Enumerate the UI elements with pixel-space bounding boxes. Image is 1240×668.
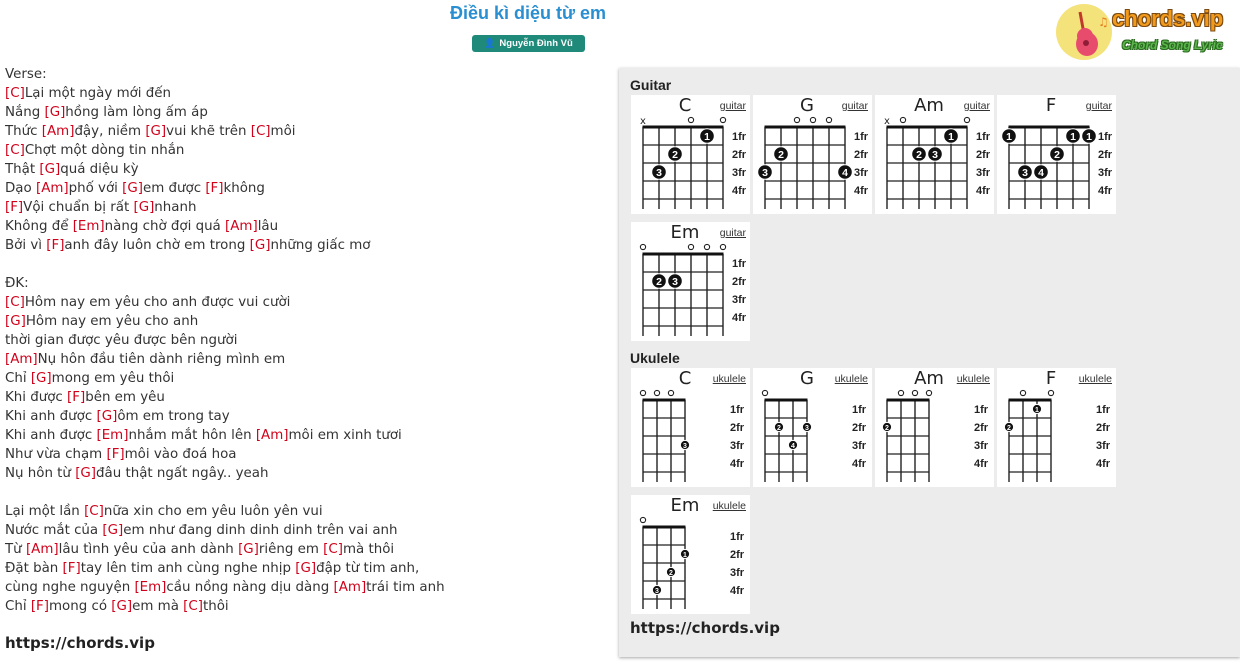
chord-marker[interactable]: [G] bbox=[122, 181, 143, 196]
svg-text:2: 2 bbox=[916, 149, 922, 161]
chord-marker[interactable]: [Am] bbox=[333, 580, 367, 595]
lyric-text: đập từ tim anh, bbox=[316, 561, 420, 576]
lyric-line bbox=[5, 464, 605, 483]
lyric-text: Thức bbox=[5, 124, 42, 139]
logo-brand: chords.vip bbox=[1112, 6, 1224, 31]
chord-name: F bbox=[1045, 368, 1057, 389]
lyric-text: đâu thật ngất ngây.. yeah bbox=[96, 466, 269, 481]
artist-name: Nguyễn Đình Vũ bbox=[499, 38, 573, 49]
open-string-marker bbox=[900, 117, 905, 122]
finger-dot bbox=[652, 165, 667, 180]
lyric-line bbox=[5, 293, 605, 312]
lyric-text: hồng làm lòng ấm áp bbox=[65, 105, 208, 120]
chord-marker[interactable]: [G] bbox=[295, 561, 317, 576]
lyric-text: em được bbox=[142, 181, 206, 196]
lyric-text: Khi anh được bbox=[5, 409, 97, 424]
chord-diagram bbox=[753, 95, 872, 214]
lyric-text: Hôm nay em yêu cho anh được vui cười bbox=[24, 295, 291, 310]
lyric-text: Như vừa chạm bbox=[5, 447, 107, 462]
guitar-chord-c[interactable] bbox=[631, 95, 750, 214]
fret-label: 2fr bbox=[732, 276, 747, 288]
chord-marker[interactable]: [G] bbox=[133, 200, 155, 215]
svg-text:3: 3 bbox=[683, 443, 687, 450]
lyric-blank-line bbox=[5, 255, 605, 274]
chord-marker[interactable]: [Am] bbox=[5, 352, 38, 367]
lyric-line bbox=[5, 331, 605, 350]
fret-label: 2fr bbox=[732, 149, 747, 161]
chord-marker[interactable]: [Am] bbox=[255, 428, 289, 443]
chord-diagram bbox=[631, 495, 750, 614]
lyric-line bbox=[5, 84, 605, 103]
svg-text:3: 3 bbox=[805, 425, 809, 432]
open-string-marker bbox=[668, 390, 673, 395]
chord-marker[interactable]: [C] bbox=[5, 86, 25, 101]
lyric-line bbox=[5, 521, 605, 540]
open-string-marker bbox=[794, 117, 799, 122]
chord-marker[interactable]: [F] bbox=[5, 200, 24, 215]
artist-badge[interactable] bbox=[472, 35, 585, 52]
fret-label: 3fr bbox=[1096, 440, 1111, 452]
fret-label: 4fr bbox=[1098, 185, 1113, 197]
chord-marker[interactable]: [G] bbox=[249, 238, 271, 253]
lyric-text: mong em yêu thôi bbox=[51, 371, 175, 386]
chord-instrument-link[interactable]: guitar bbox=[719, 227, 746, 239]
lyric-text: Dạo bbox=[5, 181, 36, 196]
svg-text:2: 2 bbox=[669, 570, 673, 577]
lyric-text: thời gian được yêu được bên người bbox=[5, 333, 238, 348]
chord-marker[interactable]: [F] bbox=[205, 181, 224, 196]
lyric-text: anh đây luôn chờ em trong bbox=[64, 238, 250, 253]
lyric-text: quá diệu kỳ bbox=[60, 162, 139, 177]
fret-label: 3fr bbox=[852, 440, 867, 452]
finger-dot bbox=[700, 129, 715, 144]
guitar-chord-f[interactable] bbox=[997, 95, 1116, 214]
fret-label: 1fr bbox=[730, 404, 745, 416]
finger-dot bbox=[680, 549, 689, 559]
lyric-blank-line bbox=[5, 483, 605, 502]
finger-dot bbox=[774, 422, 783, 432]
finger-dot bbox=[788, 440, 797, 450]
finger-dot bbox=[1004, 422, 1013, 432]
open-string-marker bbox=[1020, 390, 1025, 395]
svg-text:♫: ♫ bbox=[1098, 15, 1109, 29]
lyric-line bbox=[5, 141, 605, 160]
fret-label: 1fr bbox=[732, 131, 747, 143]
lyric-text: nữa xin cho em yêu luôn yên vui bbox=[103, 504, 323, 519]
chord-marker[interactable]: [Am] bbox=[41, 124, 75, 139]
fret-label: 1fr bbox=[854, 131, 869, 143]
lyric-text: cùng nghe nguyện bbox=[5, 580, 135, 595]
lyric-text: Bởi vì bbox=[5, 238, 47, 253]
lyric-text: Thật bbox=[5, 162, 40, 177]
open-string-marker bbox=[826, 117, 831, 122]
finger-dot bbox=[666, 567, 675, 577]
open-string-marker bbox=[688, 244, 693, 249]
fret-label: 4fr bbox=[974, 458, 989, 470]
chord-instrument-link[interactable]: guitar bbox=[963, 100, 990, 112]
lyric-line bbox=[5, 559, 605, 578]
fret-label: 2fr bbox=[852, 422, 867, 434]
lyric-line bbox=[5, 540, 605, 559]
logo-tagline: Chord Song Lyric bbox=[1122, 38, 1223, 52]
fret-label: 3fr bbox=[854, 167, 869, 179]
fret-label: 4fr bbox=[730, 458, 745, 470]
chord-name: Em bbox=[670, 222, 700, 243]
chord-marker[interactable]: [F] bbox=[30, 599, 49, 614]
fret-label: 3fr bbox=[732, 294, 747, 306]
open-string-marker bbox=[654, 390, 659, 395]
lyric-text: vui khẽ trên bbox=[166, 124, 251, 139]
chord-marker[interactable]: [G] bbox=[75, 466, 97, 481]
finger-dot bbox=[1082, 129, 1097, 144]
lyric-line bbox=[5, 597, 605, 616]
chord-marker[interactable]: [G] bbox=[5, 314, 26, 329]
finger-dot bbox=[1066, 129, 1081, 144]
ukulele-chord-am[interactable] bbox=[875, 368, 994, 487]
open-string-marker bbox=[720, 244, 725, 249]
open-string-marker bbox=[762, 390, 767, 395]
chord-marker[interactable]: [G] bbox=[30, 371, 52, 386]
open-string-marker bbox=[640, 390, 645, 395]
lyric-text: trái tim anh bbox=[366, 580, 445, 595]
chord-marker[interactable]: [C] bbox=[250, 124, 271, 139]
svg-text:2: 2 bbox=[777, 425, 781, 432]
lyric-text: Nụ hôn từ bbox=[5, 466, 76, 481]
lyric-line bbox=[5, 502, 605, 521]
chord-marker[interactable]: [Em] bbox=[72, 219, 105, 234]
open-string-marker bbox=[898, 390, 903, 395]
guitar-chord-g[interactable] bbox=[753, 95, 872, 214]
chord-marker[interactable]: [G] bbox=[96, 409, 118, 424]
finger-dot bbox=[680, 440, 689, 450]
lyric-text: lâu bbox=[257, 219, 279, 234]
lyric-text: ôm em trong tay bbox=[117, 409, 230, 424]
finger-dot bbox=[838, 165, 853, 180]
lyric-text: đậy, niềm bbox=[74, 124, 146, 139]
lyric-line bbox=[5, 312, 605, 331]
lyric-text: Đặt bàn bbox=[5, 561, 63, 576]
lyric-text: Khi anh được bbox=[5, 428, 97, 443]
lyric-line bbox=[5, 407, 605, 426]
chord-diagram bbox=[997, 95, 1116, 214]
svg-text:4: 4 bbox=[842, 167, 848, 179]
lyric-text: Chỉ bbox=[5, 599, 31, 614]
finger-dot bbox=[774, 147, 789, 162]
chord-diagram bbox=[875, 368, 994, 487]
lyric-text: Hôm nay em yêu cho anh bbox=[25, 314, 199, 329]
svg-text:2: 2 bbox=[656, 276, 662, 288]
guitar-chord-em[interactable] bbox=[631, 222, 750, 341]
lyric-text: nàng chờ đợi quá bbox=[104, 219, 226, 234]
finger-dot bbox=[758, 165, 773, 180]
lyric-text: mà thôi bbox=[342, 542, 395, 557]
lyric-line bbox=[5, 217, 605, 236]
lyric-line bbox=[5, 388, 605, 407]
chord-diagram bbox=[875, 95, 994, 214]
lyric-text: những giấc mơ bbox=[270, 238, 371, 253]
ukulele-heading: Ukulele bbox=[630, 350, 680, 366]
lyric-text: Verse: bbox=[5, 67, 47, 82]
fret-label: 3fr bbox=[1098, 167, 1113, 179]
finger-dot bbox=[668, 147, 683, 162]
finger-dot bbox=[882, 422, 891, 432]
fret-label: 2fr bbox=[1098, 149, 1113, 161]
fret-label: 4fr bbox=[852, 458, 867, 470]
chord-marker[interactable]: [C] bbox=[84, 504, 104, 519]
chord-marker[interactable]: [F] bbox=[106, 447, 125, 462]
chord-marker[interactable]: [G] bbox=[39, 162, 61, 177]
lyric-line bbox=[5, 198, 605, 217]
fret-label: 4fr bbox=[732, 185, 747, 197]
finger-dot bbox=[652, 274, 667, 289]
chord-marker[interactable]: [Am] bbox=[225, 219, 258, 234]
open-string-marker bbox=[1048, 390, 1053, 395]
lyric-text: môi em xinh tươi bbox=[288, 428, 402, 443]
chord-name: C bbox=[678, 95, 692, 116]
fret-label: 2fr bbox=[854, 149, 869, 161]
user-icon: 👤 bbox=[484, 38, 496, 48]
open-string-marker bbox=[810, 117, 815, 122]
chord-marker[interactable]: [Am] bbox=[35, 181, 69, 196]
svg-text:3: 3 bbox=[762, 167, 768, 179]
svg-text:4: 4 bbox=[791, 443, 795, 450]
lyric-line bbox=[5, 236, 605, 255]
panel-site-url[interactable]: https://chords.vip bbox=[630, 619, 780, 637]
fret-label: 1fr bbox=[1098, 131, 1113, 143]
chord-marker[interactable]: [C] bbox=[5, 295, 25, 310]
fret-label: 2fr bbox=[974, 422, 989, 434]
finger-dot bbox=[668, 274, 683, 289]
fret-label: 3fr bbox=[732, 167, 747, 179]
chord-instrument-link[interactable]: ukulele bbox=[712, 373, 746, 385]
open-string-marker bbox=[720, 117, 725, 122]
fret-label: 1fr bbox=[976, 131, 991, 143]
chord-panel bbox=[619, 68, 1240, 657]
chord-marker[interactable]: [G] bbox=[238, 542, 259, 557]
chord-diagram bbox=[631, 95, 750, 214]
lyric-line bbox=[5, 445, 605, 464]
chord-instrument-link[interactable]: ukulele bbox=[712, 500, 746, 512]
chord-name: Am bbox=[914, 368, 944, 389]
chord-diagram bbox=[631, 222, 750, 341]
svg-text:3: 3 bbox=[1022, 167, 1028, 179]
lyric-line bbox=[5, 369, 605, 388]
lyric-text: Nụ hôn đầu tiên dành riêng mình em bbox=[37, 352, 286, 367]
chord-instrument-link[interactable]: guitar bbox=[841, 100, 868, 112]
ukulele-chord-c[interactable] bbox=[631, 368, 750, 487]
lyric-text: Lại một lần bbox=[5, 504, 85, 519]
chord-name: Am bbox=[914, 95, 944, 116]
lyric-text: môi vào đoá hoa bbox=[124, 447, 237, 462]
site-logo[interactable] bbox=[1050, 2, 1235, 64]
chord-marker[interactable]: [C] bbox=[183, 599, 203, 614]
lyric-text: Khi được bbox=[5, 390, 68, 405]
lyric-text: em mà bbox=[132, 599, 184, 614]
lyric-line bbox=[5, 179, 605, 198]
finger-dot bbox=[652, 585, 661, 595]
finger-dot bbox=[1050, 147, 1065, 162]
lyric-text: ĐK: bbox=[5, 276, 29, 291]
chord-marker[interactable]: [Am] bbox=[25, 542, 59, 557]
guitar-heading: Guitar bbox=[630, 77, 672, 93]
ukulele-chord-em[interactable] bbox=[631, 495, 750, 614]
svg-text:2: 2 bbox=[885, 425, 889, 432]
lyric-text: bên em yêu bbox=[85, 390, 165, 405]
lyric-text: phố với bbox=[68, 181, 123, 196]
fret-label: 4fr bbox=[732, 312, 747, 324]
lyric-text: Từ bbox=[5, 542, 26, 557]
lyric-text: riêng em bbox=[258, 542, 324, 557]
site-url[interactable]: https://chords.vip bbox=[5, 634, 155, 652]
chord-marker[interactable]: [G] bbox=[111, 599, 133, 614]
lyric-line bbox=[5, 578, 605, 597]
chord-marker[interactable]: [F] bbox=[62, 561, 81, 576]
fret-label: 1fr bbox=[852, 404, 867, 416]
lyric-text: nhanh bbox=[154, 200, 197, 215]
muted-string-marker: x bbox=[640, 116, 646, 127]
lyric-text: cầu nồng nàng dịu dàng bbox=[166, 580, 334, 595]
chord-marker[interactable]: [F] bbox=[46, 238, 65, 253]
open-string-marker bbox=[964, 117, 969, 122]
open-string-marker bbox=[704, 244, 709, 249]
fret-label: 2fr bbox=[976, 149, 991, 161]
fret-label: 4fr bbox=[730, 585, 745, 597]
svg-text:4: 4 bbox=[1038, 167, 1044, 179]
svg-text:2: 2 bbox=[1054, 149, 1060, 161]
lyric-text: Nước mắt của bbox=[5, 523, 103, 538]
fret-label: 1fr bbox=[730, 531, 745, 543]
svg-text:1: 1 bbox=[1035, 407, 1039, 414]
fret-label: 3fr bbox=[974, 440, 989, 452]
svg-text:3: 3 bbox=[672, 276, 678, 288]
svg-text:1: 1 bbox=[1086, 131, 1092, 143]
fret-label: 1fr bbox=[974, 404, 989, 416]
lyric-text: mong có bbox=[48, 599, 112, 614]
chord-name: G bbox=[800, 95, 814, 116]
fret-label: 3fr bbox=[730, 440, 745, 452]
chord-name: Em bbox=[670, 495, 700, 516]
chord-name: F bbox=[1045, 95, 1057, 116]
fret-label: 3fr bbox=[976, 167, 991, 179]
open-string-marker bbox=[640, 517, 645, 522]
chord-marker[interactable]: [C] bbox=[5, 143, 25, 158]
fret-label: 2fr bbox=[730, 549, 745, 561]
svg-text:2: 2 bbox=[1007, 425, 1011, 432]
lyric-text: em như đang dinh dinh dinh trên vai anh bbox=[123, 523, 398, 538]
svg-text:1: 1 bbox=[1070, 131, 1076, 143]
fret-label: 1fr bbox=[1096, 404, 1111, 416]
lyric-line bbox=[5, 274, 605, 293]
chord-diagram bbox=[753, 368, 872, 487]
chord-instrument-link[interactable]: ukulele bbox=[1078, 373, 1112, 385]
finger-dot bbox=[1018, 165, 1033, 180]
fret-label: 1fr bbox=[732, 258, 747, 270]
chord-instrument-link[interactable]: guitar bbox=[1085, 100, 1112, 112]
lyric-line bbox=[5, 160, 605, 179]
svg-text:2: 2 bbox=[672, 149, 678, 161]
chord-marker[interactable]: [G] bbox=[44, 105, 66, 120]
finger-dot bbox=[802, 422, 811, 432]
lyric-text: thôi bbox=[202, 599, 229, 614]
chord-marker[interactable]: [G] bbox=[145, 124, 167, 139]
fret-label: 4fr bbox=[854, 185, 869, 197]
finger-dot bbox=[944, 129, 959, 144]
lyrics-block bbox=[5, 65, 605, 616]
chord-marker[interactable]: [Em] bbox=[134, 580, 167, 595]
finger-dot bbox=[1032, 404, 1041, 414]
lyric-text: Không để bbox=[5, 219, 73, 234]
chord-diagram bbox=[631, 368, 750, 487]
chord-name: C bbox=[678, 368, 692, 389]
fret-label: 4fr bbox=[1096, 458, 1111, 470]
open-string-marker bbox=[926, 390, 931, 395]
lyric-line bbox=[5, 426, 605, 445]
lyric-text: Chợt một dòng tin nhắn bbox=[24, 143, 185, 158]
chord-instrument-link[interactable]: ukulele bbox=[834, 373, 868, 385]
song-title: Điều kì diệu từ em bbox=[449, 3, 607, 23]
chord-marker[interactable]: [G] bbox=[102, 523, 124, 538]
chord-name: G bbox=[800, 368, 814, 389]
svg-text:2: 2 bbox=[778, 149, 784, 161]
lyric-text: Vội chuẩn bị rất bbox=[23, 200, 134, 215]
chord-marker[interactable]: [F] bbox=[67, 390, 86, 405]
lyric-line bbox=[5, 103, 605, 122]
lyric-text: tay lên tim anh cùng nghe nhịp bbox=[80, 561, 296, 576]
lyric-text: môi bbox=[270, 124, 296, 139]
svg-text:3: 3 bbox=[656, 167, 662, 179]
lyric-line bbox=[5, 65, 605, 84]
fret-label: 2fr bbox=[730, 422, 745, 434]
ukulele-chord-f[interactable] bbox=[997, 368, 1116, 487]
open-string-marker bbox=[640, 244, 645, 249]
lyric-text: không bbox=[223, 181, 265, 196]
open-string-marker bbox=[688, 117, 693, 122]
svg-text:1: 1 bbox=[683, 552, 687, 559]
lyric-line bbox=[5, 350, 605, 369]
finger-dot bbox=[1002, 129, 1017, 144]
fret-label: 3fr bbox=[730, 567, 745, 579]
guitar-icon bbox=[1062, 8, 1110, 60]
chord-instrument-link[interactable]: guitar bbox=[719, 100, 746, 112]
svg-text:1: 1 bbox=[1006, 131, 1012, 143]
open-string-marker bbox=[912, 390, 917, 395]
chord-marker[interactable]: [C] bbox=[323, 542, 343, 557]
guitar-chord-am[interactable] bbox=[875, 95, 994, 214]
svg-text:1: 1 bbox=[704, 131, 710, 143]
muted-string-marker: x bbox=[884, 116, 890, 127]
chord-diagram bbox=[997, 368, 1116, 487]
lyric-text: Lại một ngày mới đến bbox=[24, 86, 172, 101]
fret-label: 4fr bbox=[976, 185, 991, 197]
finger-dot bbox=[928, 147, 943, 162]
ukulele-chord-g[interactable] bbox=[753, 368, 872, 487]
svg-text:3: 3 bbox=[932, 149, 938, 161]
svg-text:1: 1 bbox=[948, 131, 954, 143]
lyric-text: nhắm mắt hôn lên bbox=[128, 428, 256, 443]
lyric-line bbox=[5, 122, 605, 141]
chord-instrument-link[interactable]: ukulele bbox=[956, 373, 990, 385]
finger-dot bbox=[1034, 165, 1049, 180]
lyric-text: Nắng bbox=[5, 105, 45, 120]
svg-text:3: 3 bbox=[655, 588, 659, 595]
lyric-text: Chỉ bbox=[5, 371, 31, 386]
finger-dot bbox=[912, 147, 927, 162]
lyric-text: lâu tình yêu của anh dành bbox=[58, 542, 239, 557]
fret-label: 2fr bbox=[1096, 422, 1111, 434]
chord-marker[interactable]: [Em] bbox=[96, 428, 129, 443]
